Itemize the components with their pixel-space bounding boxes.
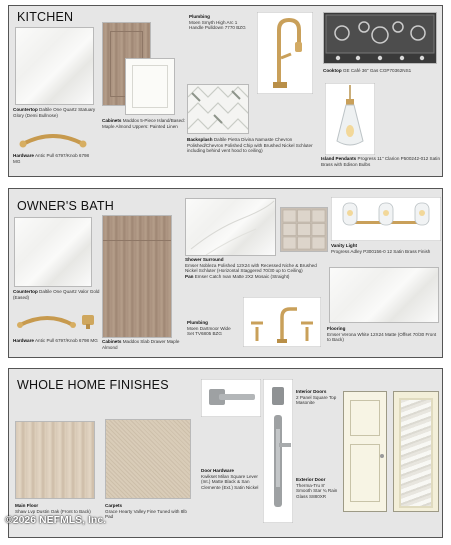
kitchen-plumbing-label: Plumbing Moen Smyth High Arc 1 Handle Pulldown 7770 BZG — [189, 14, 246, 31]
bath-flooring-swatch — [329, 267, 439, 323]
carpets-label: Carpets Grace Hearty Valley Fine Tuned with 8lb Pad — [105, 503, 187, 520]
bath-vanity-light-label: Vanity Light Progress Adley P300156-0 12 Satin Brass Finish — [331, 243, 431, 254]
interior-door-image — [343, 391, 387, 512]
kitchen-hardware-label: Hardware Antic Pull 6797/Knob 6798 MG — [13, 153, 90, 164]
bath-shower-pan-label: Shower Surround Emser Nobleza Polished 12X24 with Recessed Niche & Brushed Nickel Schluter (Horizontal Staggered 70/30 up to Ceiling) Pan Emser Catch Ivan Matte 2X2 Mosaic (Straight) — [185, 257, 317, 279]
main-floor-swatch — [15, 421, 95, 499]
carpet-swatch — [105, 419, 191, 499]
bath-countertop-label: Countertop Daltile One Quartz Valor Gold (Eased) — [13, 289, 100, 300]
bath-cabinet-slab-swatch — [102, 215, 172, 338]
kitchen-backsplash-label: Backsplash Daltile Pietra Divina Namaste Chevron Polished/Chevron Polished Chip with Brushed Nickel Schluter including behind vent hood to ceiling) — [187, 137, 313, 154]
kitchen-cabinet-door-linen — [125, 58, 175, 115]
door-lever-image — [201, 379, 261, 417]
bath-hardware-knob-image — [79, 309, 97, 331]
kitchen-cabinets-label: Cabinets Maddox 5-Piece Island/Based: Maple Almond Uppers: Painted Linen — [102, 118, 185, 129]
kitchen-pendant-image — [325, 83, 375, 155]
bath-countertop-swatch — [14, 217, 92, 287]
bath-hardware-pull-image — [15, 309, 81, 331]
kitchen-pendants-label: Island Pendants Progress 11" Clarion P500242-012 Satin Brass with Edison Bulbs — [321, 156, 441, 167]
owners-bath-panel — [8, 188, 443, 358]
bath-cabinets-label: Cabinets Maddox Slab Drawer Maple Almond — [102, 339, 180, 350]
whole-home-title: WHOLE HOME FINISHES — [17, 378, 169, 392]
bath-faucet-image — [243, 297, 321, 347]
bath-shower-surround-swatch — [185, 198, 276, 256]
kitchen-cooktop-label: Cooktop GE Café 36" Gas CGP70362NS1 — [323, 68, 412, 73]
interior-doors-label: Interior Doors 2 Panel Square Top Masonite — [296, 389, 337, 406]
copyright-watermark: ©2026 NEFMLS, Inc. — [5, 514, 107, 526]
kitchen-countertop-label: Countertop Daltile One Quartz Statuary Glory (Demi Bullnose) — [13, 107, 96, 118]
main-floor-label: Main Floor Shaw Lvp Dustin Oak (Front to Back) — [15, 503, 91, 514]
bath-plumbing-label: Plumbing Moen Dartmoor Wide Set TV6805 BZG — [187, 320, 231, 337]
kitchen-backsplash-swatch — [187, 84, 249, 134]
kitchen-hardware-pull-image — [17, 124, 89, 152]
exterior-door-label: Exterior Door Therma-Tru 8' Smooth Star ¾ Rain Glass S880XR — [296, 477, 338, 499]
exterior-door-image — [393, 391, 439, 512]
bath-pan-mosaic-swatch — [280, 207, 328, 252]
exterior-handleset-image — [263, 379, 293, 523]
owners-bath-title: OWNER'S BATH — [17, 199, 114, 213]
kitchen-faucet-image — [257, 12, 313, 94]
kitchen-title: KITCHEN — [17, 10, 74, 24]
kitchen-countertop-swatch — [15, 27, 94, 105]
kitchen-panel — [8, 5, 443, 177]
whole-home-panel — [8, 368, 443, 538]
door-hardware-label: Door Hardware Kwikset Milan Square Lever (Int.) Matte Black & San Clemente (Ext.) Satin Nickel — [201, 468, 259, 490]
bath-hardware-label: Hardware Antic Pull 6797/Knob 6798 MG — [13, 338, 98, 343]
kitchen-cooktop-image — [323, 12, 437, 64]
bath-vanity-light-image — [331, 197, 441, 241]
bath-flooring-label: Flooring Emser Verona White 12X24 Matte (Offset 70/30 Front to Back) — [327, 326, 437, 343]
